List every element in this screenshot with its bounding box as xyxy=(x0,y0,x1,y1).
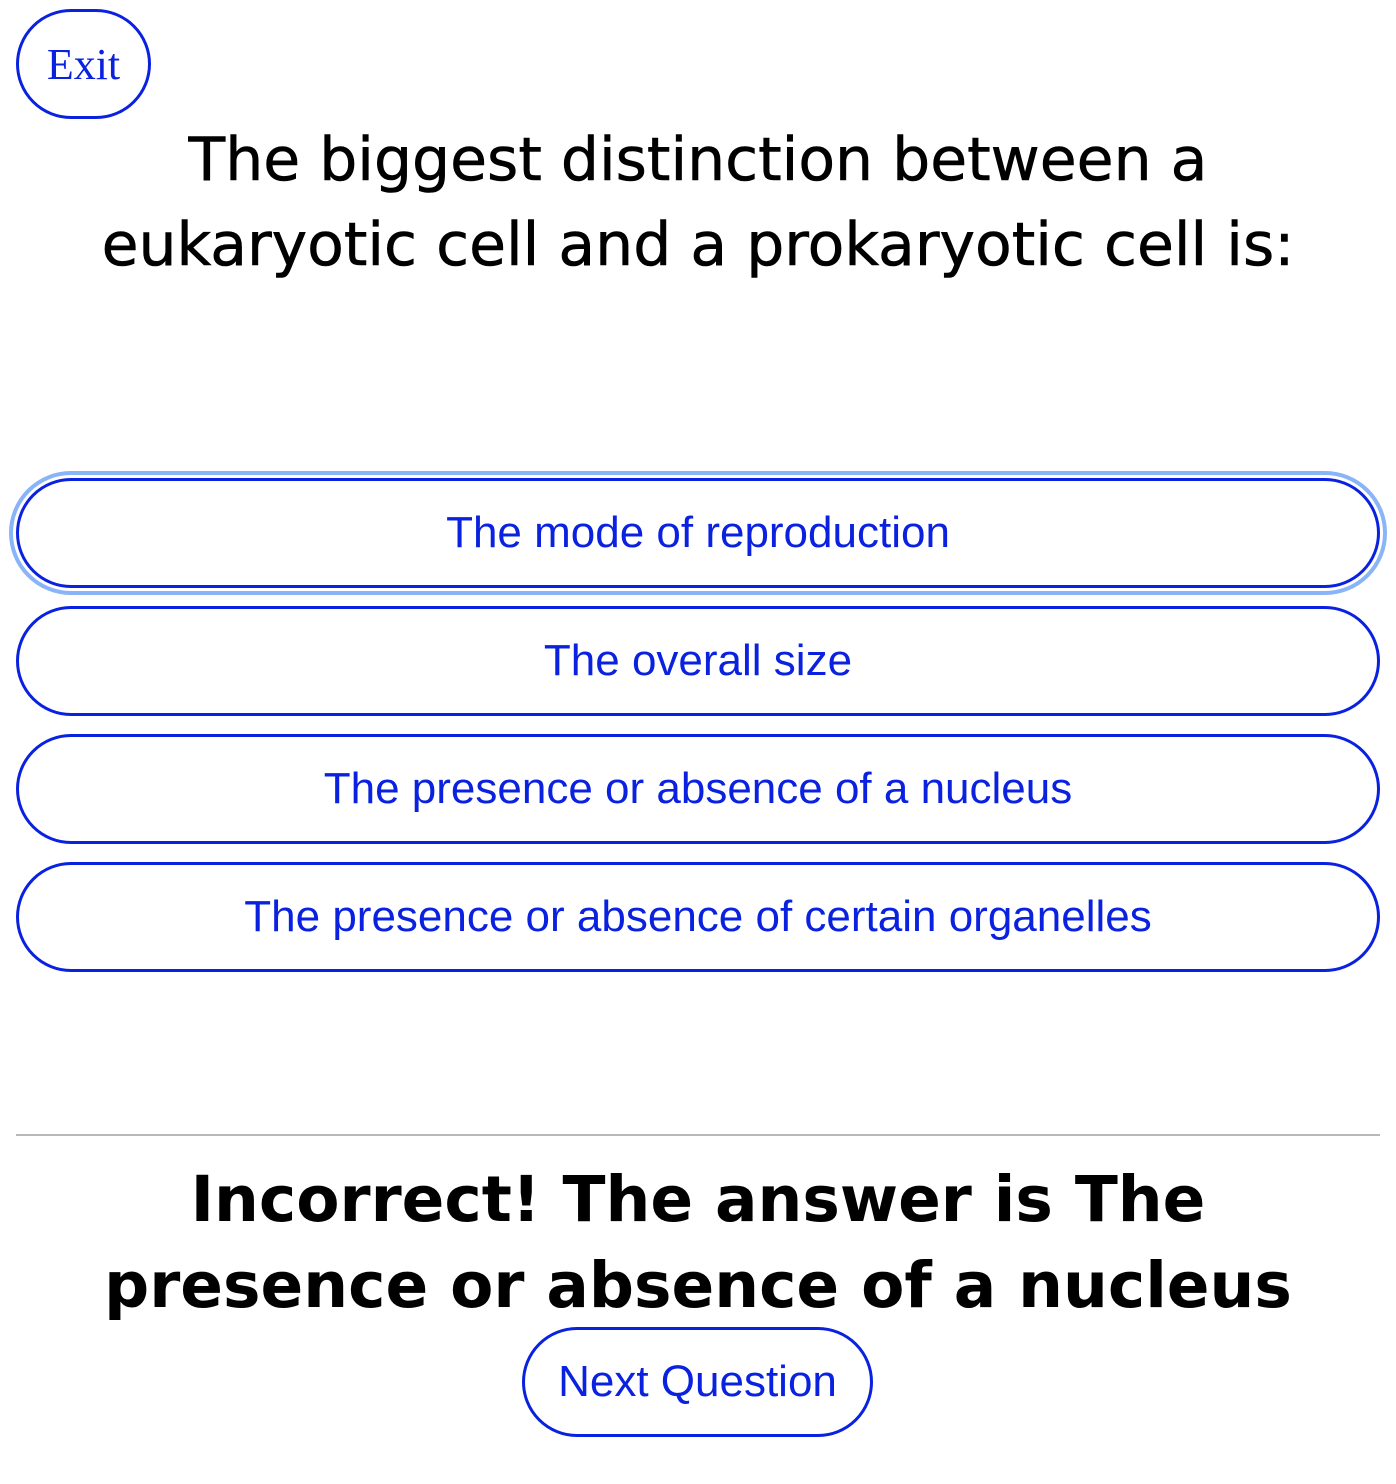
question-text: The biggest distinction between a eukaryotic cell and a prokaryotic cell is: xyxy=(101,125,1295,280)
answer-list xyxy=(16,478,1380,990)
feedback-message: Incorrect! The answer is The presence or absence of a nucleus xyxy=(104,1163,1292,1322)
divider xyxy=(16,1134,1380,1136)
next-question-button[interactable]: Next Question xyxy=(522,1327,873,1437)
answer-option[interactable]: The presence or absence of a nucleus xyxy=(16,734,1380,844)
answer-option[interactable]: The overall size xyxy=(16,606,1380,716)
answer-option[interactable]: The mode of reproduction xyxy=(16,478,1380,588)
exit-button[interactable]: Exit xyxy=(16,9,151,119)
answer-option[interactable]: The presence or absence of certain organelles xyxy=(16,862,1380,972)
